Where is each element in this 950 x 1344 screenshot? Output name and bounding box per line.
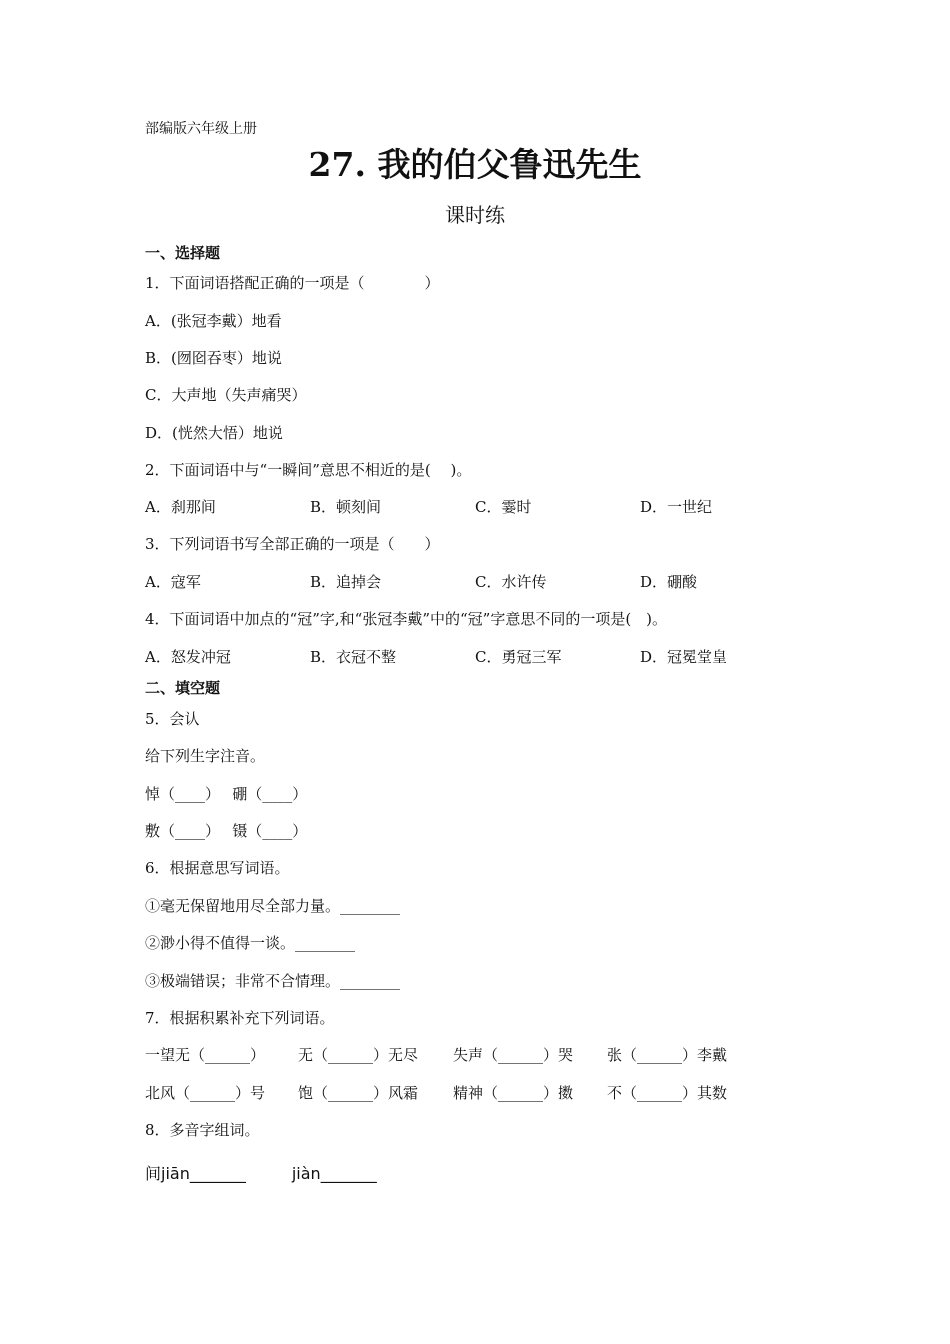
question-4-option-c: C．勇冠三军 — [475, 648, 562, 666]
question-8-pinyin-1: jiān_______ — [161, 1164, 246, 1183]
question-3-option-c: C．水许传 — [475, 573, 547, 591]
question-4-option-b: B．衣冠不整 — [310, 648, 397, 666]
question-8-pinyin-2: jiàn_______ — [291, 1164, 377, 1183]
question-2-option-a: A．刹那间 — [145, 498, 216, 516]
question-7-row2-item: 北风（______）号 — [145, 1084, 266, 1102]
question-7-row2-item: 饱（______）风霜 — [298, 1084, 419, 1102]
question-3: 3．下列词语书写全部正确的一项是（ ） — [145, 535, 440, 553]
question-7-row1-item: 失声（______）哭 — [453, 1046, 574, 1064]
question-6: 6．根据意思写词语。 — [145, 859, 290, 877]
question-4-option-a: A．怒发冲冠 — [145, 648, 231, 666]
question-5-row-1: 悼（____） 硼（____） — [145, 785, 308, 803]
question-4-option-d: D．冠冕堂皇 — [640, 648, 728, 666]
question-8: 8．多音字组词。 — [145, 1121, 260, 1139]
question-1: 1．下面词语搭配正确的一项是（ ） — [145, 274, 440, 292]
question-6-item-3: ③极端错误；非常不合情理。________ — [145, 972, 401, 990]
section-heading-choice: 一、选择题 — [145, 244, 221, 262]
question-5: 5．会认 — [145, 710, 200, 728]
question-7: 7．根据积累补充下列词语。 — [145, 1009, 335, 1027]
question-3-option-d: D．硼酸 — [640, 573, 698, 591]
question-1-option-d: D．(恍然大悟）地说 — [145, 424, 283, 442]
question-1-option-b: B．(囫囵吞枣）地说 — [145, 349, 282, 367]
question-3-option-a: A．寇军 — [145, 573, 201, 591]
question-2: 2．下面词语中与“一瞬间”意思不相近的是( )。 — [145, 461, 472, 479]
question-2-option-c: C．霎时 — [475, 498, 532, 516]
question-4: 4．下面词语中加点的“冠”字,和“张冠李戴”中的“冠”字意思不同的一项是( )。 — [145, 610, 668, 628]
question-7-row2-item: 精神（______）擞 — [453, 1084, 574, 1102]
question-7-row1-item: 一望无（______） — [145, 1046, 266, 1064]
question-3-option-b: B．追掉会 — [310, 573, 382, 591]
question-8-char: 间 — [145, 1164, 162, 1183]
question-2-option-b: B．顿刻间 — [310, 498, 382, 516]
question-1-option-a: A．(张冠李戴）地看 — [145, 312, 282, 330]
question-7-row1-item: 无（______）无尽 — [298, 1046, 419, 1064]
question-1-option-c: C．大声地（失声痛哭） — [145, 386, 307, 404]
page-subtitle: 课时练 — [445, 203, 505, 227]
question-8-row — [145, 1164, 377, 1184]
question-5-instruction: 给下列生字注音。 — [145, 747, 266, 765]
subject-label: 部编版六年级上册 — [145, 121, 257, 137]
question-5-row-2: 敷（____） 镊（____） — [145, 822, 308, 840]
question-2-option-d: D．一世纪 — [640, 498, 713, 516]
section-heading-fill: 二、填空题 — [145, 679, 221, 697]
question-6-item-2: ②渺小得不值得一谈。________ — [145, 934, 356, 952]
question-7-row1-item: 张（______）李戴 — [607, 1046, 728, 1064]
question-7-row2-item: 不（______）其数 — [607, 1084, 728, 1102]
page-title: 27. 我的伯父鲁迅先生 — [308, 145, 642, 184]
question-6-item-1: ①毫无保留地用尽全部力量。________ — [145, 897, 401, 915]
